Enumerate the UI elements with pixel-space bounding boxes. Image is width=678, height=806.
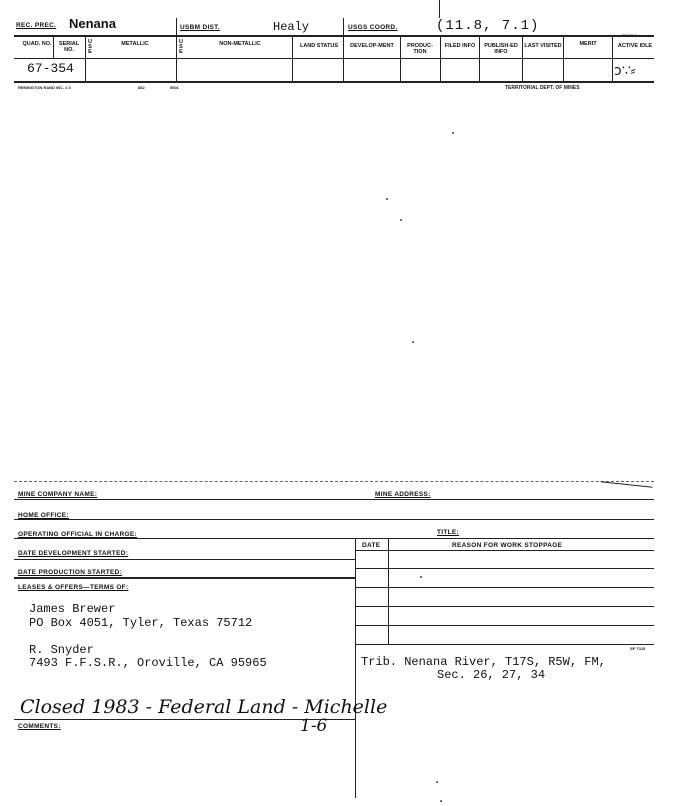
col-published-info: PUBLISH-ED INFO bbox=[484, 43, 518, 55]
divider bbox=[479, 37, 480, 81]
rule bbox=[14, 58, 654, 59]
rule bbox=[14, 35, 654, 37]
usgs-coord-label: USGS COORD. bbox=[348, 24, 398, 31]
speck bbox=[420, 576, 422, 578]
lease-1-name: James Brewer bbox=[29, 602, 116, 616]
lease-2-name: R. Snyder bbox=[29, 643, 94, 657]
col-development: DEVELOP-MENT bbox=[350, 43, 394, 49]
col-nonmetallic: NON-METALLIC bbox=[219, 41, 261, 47]
speck bbox=[400, 219, 402, 221]
mine-address-label: MINE ADDRESS: bbox=[375, 491, 431, 498]
rule bbox=[355, 550, 654, 551]
divider bbox=[343, 18, 344, 36]
usbm-dist-label: USBM DIST. bbox=[180, 24, 220, 31]
speck bbox=[440, 800, 442, 802]
mine-company-label: MINE COMPANY NAME: bbox=[18, 491, 98, 498]
divider bbox=[522, 37, 523, 81]
speck bbox=[436, 781, 438, 783]
quad-serial-value: 67-354 bbox=[27, 61, 74, 76]
col-production: PRODUC-TION bbox=[407, 43, 433, 55]
home-office-label: HOME OFFICE: bbox=[18, 512, 69, 519]
rule bbox=[355, 606, 654, 607]
lease-2-address: 7493 F.F.S.R., Oroville, CA 95965 bbox=[29, 656, 267, 670]
divider bbox=[400, 37, 401, 81]
rule bbox=[14, 499, 654, 500]
rec-prec-label: REC. PREC. bbox=[16, 22, 57, 29]
speck bbox=[452, 132, 454, 134]
col-serial: SERIAL NO. bbox=[58, 41, 80, 53]
col-last-visited: LAST VISITED bbox=[524, 43, 562, 49]
active-idle-mark: ↄ∵⸗ bbox=[614, 63, 636, 79]
divider bbox=[355, 538, 356, 798]
form-code: SP 7314 bbox=[622, 33, 638, 38]
footer-code-2: 5501 bbox=[170, 85, 179, 90]
location-line-1: Trib. Nenana River, T17S, R5W, FM, bbox=[361, 655, 606, 669]
lease-1-address: PO Box 4051, Tyler, Texas 75712 bbox=[29, 616, 253, 630]
rule bbox=[14, 81, 654, 83]
footer-code-1: 882 bbox=[138, 85, 145, 90]
usbm-dist-value: Healy bbox=[273, 20, 310, 34]
usgs-coord-value: (11.8, 7.1) bbox=[436, 18, 540, 34]
divider bbox=[343, 37, 344, 81]
col-use-metallic: U S E bbox=[88, 39, 92, 55]
rule bbox=[14, 519, 654, 520]
rec-prec-value: Nenana bbox=[69, 16, 116, 31]
divider bbox=[440, 37, 441, 81]
rule bbox=[14, 577, 355, 579]
rule bbox=[355, 625, 654, 626]
divider bbox=[563, 37, 564, 81]
col-use-nonmetallic: U S E bbox=[179, 39, 183, 55]
col-merit: MERIT bbox=[579, 41, 597, 47]
col-quad: QUAD. NO. bbox=[22, 41, 52, 47]
divider bbox=[292, 37, 293, 81]
col-metallic: METALLIC bbox=[121, 41, 149, 47]
col-land-status: LAND STATUS bbox=[300, 43, 338, 49]
divider bbox=[612, 37, 613, 81]
divider bbox=[439, 0, 440, 18]
rule bbox=[355, 568, 654, 569]
speck bbox=[412, 341, 414, 343]
leases-label: LEASES & OFFERS—TERMS OF: bbox=[18, 584, 129, 591]
speck bbox=[386, 198, 388, 200]
stroke-mark bbox=[600, 481, 653, 497]
date-col-header: DATE bbox=[362, 542, 381, 549]
comments-label: COMMENTS: bbox=[18, 723, 61, 730]
divider bbox=[176, 37, 177, 81]
handwritten-note: Closed 1983 - Federal Land - Michelle bbox=[20, 696, 388, 718]
operating-official-label: OPERATING OFFICIAL IN CHARGE: bbox=[18, 531, 137, 538]
col-active-idle: ACTIVE IDLE bbox=[617, 43, 653, 49]
col-filed-info: FILED INFO bbox=[444, 43, 476, 49]
title-label: TITLE: bbox=[437, 529, 460, 536]
rule bbox=[14, 559, 355, 560]
footer-printer: REMINGTON RAND INC. 2.0 bbox=[18, 85, 71, 90]
reason-col-header: REASON FOR WORK STOPPAGE bbox=[452, 542, 563, 549]
divider bbox=[85, 37, 86, 81]
divider bbox=[53, 37, 54, 58]
dev-started-label: DATE DEVELOPMENT STARTED: bbox=[18, 550, 129, 557]
prod-started-label: DATE PRODUCTION STARTED: bbox=[18, 569, 123, 576]
location-line-2: Sec. 26, 27, 34 bbox=[437, 668, 546, 682]
divider bbox=[388, 538, 389, 644]
rule bbox=[14, 481, 654, 482]
handwritten-date: 1-6 bbox=[300, 716, 328, 736]
divider bbox=[176, 18, 177, 36]
rule bbox=[355, 587, 654, 588]
rule bbox=[355, 644, 654, 645]
form-code-2: SP 7315 bbox=[630, 646, 646, 651]
rule bbox=[14, 538, 654, 539]
footer-dept: TERRITORIAL DEPT. OF MINES bbox=[505, 85, 580, 91]
